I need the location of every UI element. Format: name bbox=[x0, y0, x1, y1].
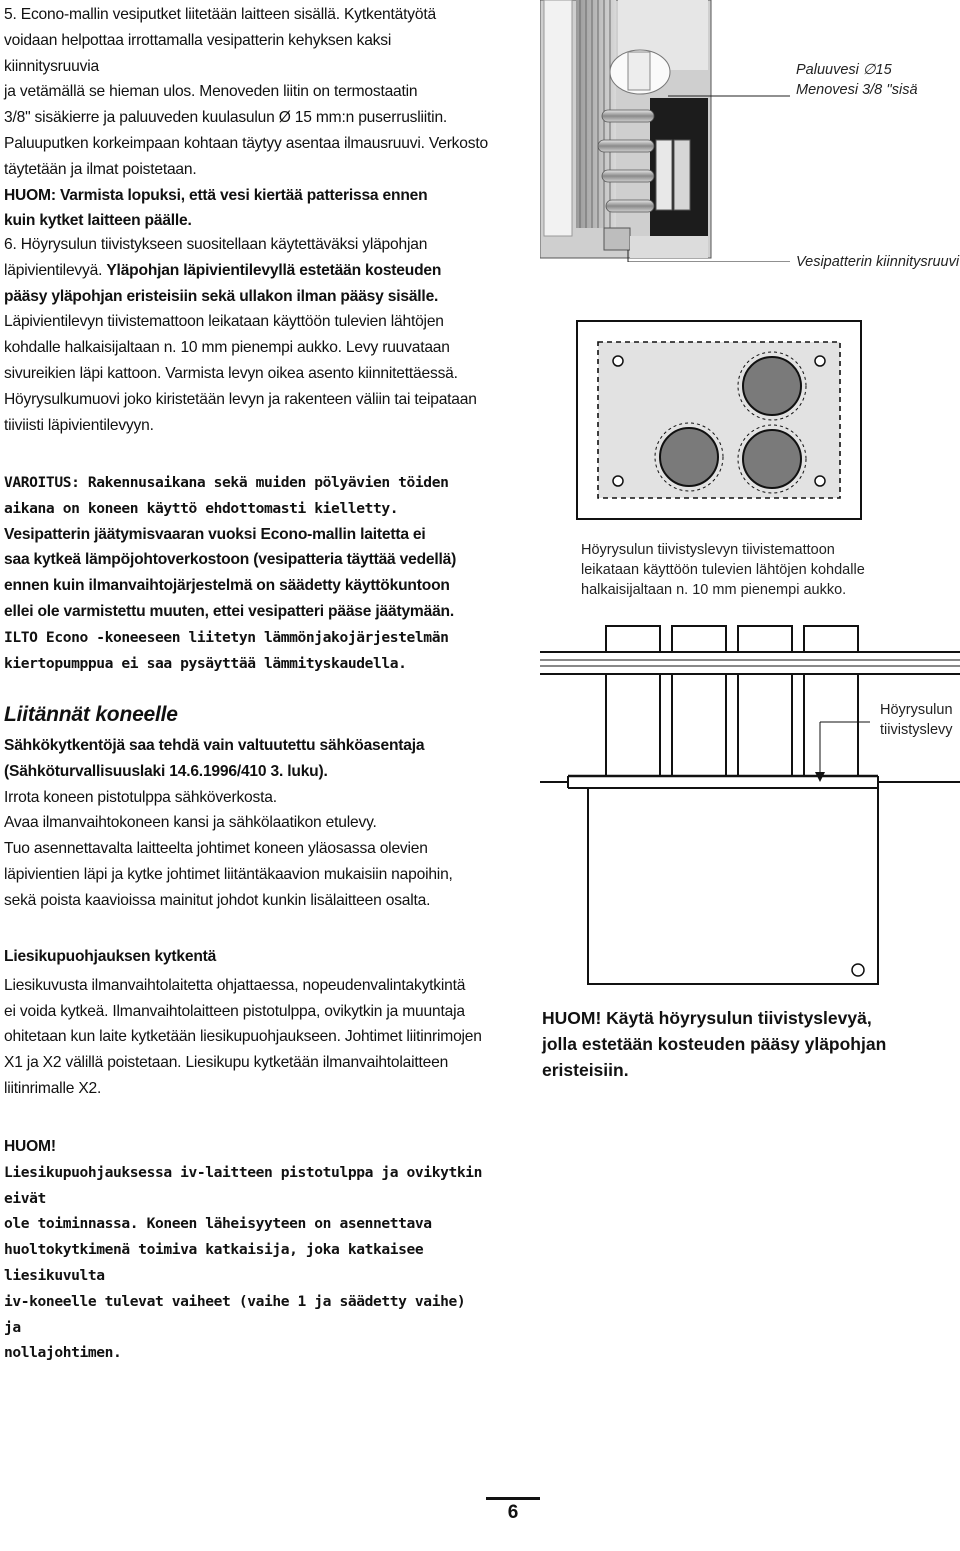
warning-line: aikana on koneen käyttö ehdottomasti kielletty. bbox=[4, 499, 399, 517]
plate-caption bbox=[581, 540, 865, 600]
liitannat-bold-line: (Sähköturvallisuuslaki 14.6.1996/410 3. luku). bbox=[4, 762, 328, 780]
section-caption-line: Höyrysulun bbox=[880, 702, 953, 718]
plate-caption-line: Höyrysulun tiivistyslevyn tiivistemattoon bbox=[581, 542, 835, 558]
liitannat-heading: Liitännät koneelle bbox=[4, 703, 178, 726]
warning-block bbox=[4, 470, 488, 676]
section-5-line: täytetään ja ilmat poistetaan. bbox=[4, 160, 197, 178]
warning-line: kiertopumppua ei saa pysäyttää lämmityskaudella. bbox=[4, 654, 407, 672]
section-6-line: tiiviisti läpivientilevyyn. bbox=[4, 416, 154, 434]
liitannat-bold-line: Sähkökytkentöjä saa tehdä vain valtuutettu sähköasentaja bbox=[4, 737, 425, 754]
liesi-line: ohitetaan kun laite kytketään liesikupuohjaukseen. Johtimet liitinrimojen bbox=[4, 1028, 482, 1046]
liitannat-line: Avaa ilmanvaihtokoneen kansi ja sähkölaatikon etulevy. bbox=[4, 814, 377, 832]
section-5-line: ja vetämällä se hieman ulos. Menoveden liitin on termostaatin bbox=[4, 83, 418, 101]
section-6 bbox=[4, 232, 488, 438]
huom-right-line: jolla estetään kosteuden pääsy yläpohjan bbox=[542, 1034, 887, 1054]
huom-right-line: HUOM! Käytä höyrysulun tiivistyslevyä, bbox=[542, 1008, 872, 1028]
liesi-section bbox=[4, 944, 488, 1102]
section-6-line bbox=[4, 258, 488, 284]
section-6-bold: Yläpohjan läpivientilevyllä estetään kosteuden bbox=[106, 261, 442, 279]
section-5-huom: HUOM: Varmista lopuksi, että vesi kiertää patterissa ennen bbox=[4, 186, 428, 204]
section-5-line: voidaan helpottaa irrottamalla vesipatterin kehyksen kaksi kiinnitysruuvia bbox=[4, 31, 392, 75]
warning-bold-line: saa kytkeä lämpöjohtoverkostoon (vesipatteria täyttää vedellä) bbox=[4, 551, 457, 569]
section-6-bold-line: pääsy yläpohjan eristeisiin sekä ullakon ilman pääsy sisälle. bbox=[4, 287, 439, 305]
huom-bottom-line: nollajohtimen. bbox=[4, 1344, 122, 1362]
liitannat-line: Tuo asennettavalta laitteelta johtimet koneen yläosassa olevien bbox=[4, 840, 428, 858]
page-number-rule bbox=[486, 1497, 540, 1500]
section-5-line: 5. Econo-mallin vesiputket liitetään laitteen sisällä. Kytkentätyötä bbox=[4, 6, 436, 23]
liesi-line: liitinrimalle X2. bbox=[4, 1079, 102, 1097]
warning-bold-line: ellei ole varmistettu muuten, ettei vesipatteri pääse jäätymään. bbox=[4, 602, 454, 620]
warning-line: VAROITUS: Rakennusaikana sekä muiden pölyävien töiden bbox=[4, 474, 449, 491]
huom-right bbox=[542, 1005, 942, 1083]
section-6-line: Höyrysulkumuovi joko kiristetään levyn ja rakenteen väliin tai teipataan bbox=[4, 390, 477, 408]
section-5-line: Paluuputken korkeimpaan kohtaan täytyy asentaa ilmausruuvi. Verkosto bbox=[4, 134, 488, 152]
liitannat-line: läpivientien läpi ja kytke johtimet liitäntäkaavion mukaisiin napoihin, bbox=[4, 865, 453, 883]
liitannat-line: sekä poista kaavioissa mainitut johdot kunkin lisälaitteen osalta. bbox=[4, 891, 431, 909]
huom-bottom-line: ole toiminnassa. Koneen läheisyyteen on asennettava bbox=[4, 1215, 432, 1233]
huom-bottom-line: iv-koneelle tulevat vaiheet (vaihe 1 ja säädetty vaihe) ja bbox=[4, 1292, 466, 1336]
section-6-line: 6. Höyrysulun tiivistykseen suositellaan käytettäväksi yläpohjan bbox=[4, 236, 428, 253]
huom-right-line: eristeisiin. bbox=[542, 1060, 629, 1080]
photo-caption-bottom: Vesipatterin kiinnitysruuvi bbox=[796, 254, 960, 270]
plate-caption-line: halkaisijaltaan n. 10 mm pienempi aukko. bbox=[581, 582, 847, 598]
section-5 bbox=[4, 2, 488, 234]
heating-coil-photo bbox=[540, 0, 960, 262]
section-6-line: kohdalle halkaisijaltaan n. 10 mm pienempi aukko. Levy ruuvataan bbox=[4, 339, 450, 357]
warning-bold-line: Vesipatterin jäätymisvaaran vuoksi Econo-mallin laitetta ei bbox=[4, 525, 426, 543]
page-number: 6 bbox=[507, 1502, 519, 1523]
sealing-plate-drawing bbox=[576, 320, 862, 520]
section-5-huom: kuin kytket laitteen päälle. bbox=[4, 212, 192, 230]
liitannat-section bbox=[4, 703, 488, 914]
warning-bold-line: ennen kuin ilmanvaihtojärjestelmä on säädetty käyttökuntoon bbox=[4, 577, 450, 595]
liesi-heading: Liesikupuohjauksen kytkentä bbox=[4, 948, 217, 965]
section-caption-line: tiivistyslevy bbox=[880, 722, 953, 738]
liesi-line: X1 ja X2 välillä poistetaan. Liesikupu kytketään ilmanvaihtolaitteen bbox=[4, 1054, 449, 1072]
photo-caption-line: Menovesi 3/8 ''sisä bbox=[796, 82, 918, 98]
section-6-line: sivureikien läpi kattoon. Varmista levyn oikea asento kiinnitettäessä. bbox=[4, 364, 458, 382]
liitannat-line: Irrota koneen pistotulppa sähköverkosta. bbox=[4, 788, 277, 806]
huom-bottom-title: HUOM! bbox=[4, 1138, 56, 1155]
huom-bottom-line: huoltokytkimenä toimiva katkaisija, joka katkaisee liesikuvulta bbox=[4, 1241, 424, 1284]
huom-bottom-section bbox=[4, 1134, 488, 1366]
plate-caption-line: leikataan käyttöön tulevien lähtöjen kohdalle bbox=[581, 562, 865, 578]
liesi-line: Liesikuvusta ilmanvaihtolaitetta ohjattaessa, nopeudenvalintakytkintä bbox=[4, 976, 466, 994]
section-5-line: 3/8" sisäkierre ja paluuveden kuulasulun Ø 15 mm:n puserrusliitin. bbox=[4, 109, 448, 127]
liesi-line: ei voida kytkeä. Ilmanvaihtolaitteen pistotulppa, ovikytkin ja muuntaja bbox=[4, 1002, 465, 1020]
section-6-line: Läpivientilevyn tiivistemattoon leikataan käyttöön tulevien lähtöjen bbox=[4, 313, 444, 331]
photo-caption-top bbox=[796, 60, 918, 100]
section-caption bbox=[880, 700, 953, 740]
huom-bottom-line: Liesikupuohjauksessa iv-laitteen pistotulppa ja ovikytkin eivät bbox=[4, 1163, 483, 1207]
section-6-text: läpivientilevyä. bbox=[4, 261, 107, 279]
photo-caption-line: Paluuvesi ∅15 bbox=[796, 62, 892, 78]
warning-line: ILTO Econo -koneeseen liitetyn lämmönjakojärjestelmän bbox=[4, 628, 449, 646]
vapour-barrier-section-drawing bbox=[540, 622, 960, 994]
